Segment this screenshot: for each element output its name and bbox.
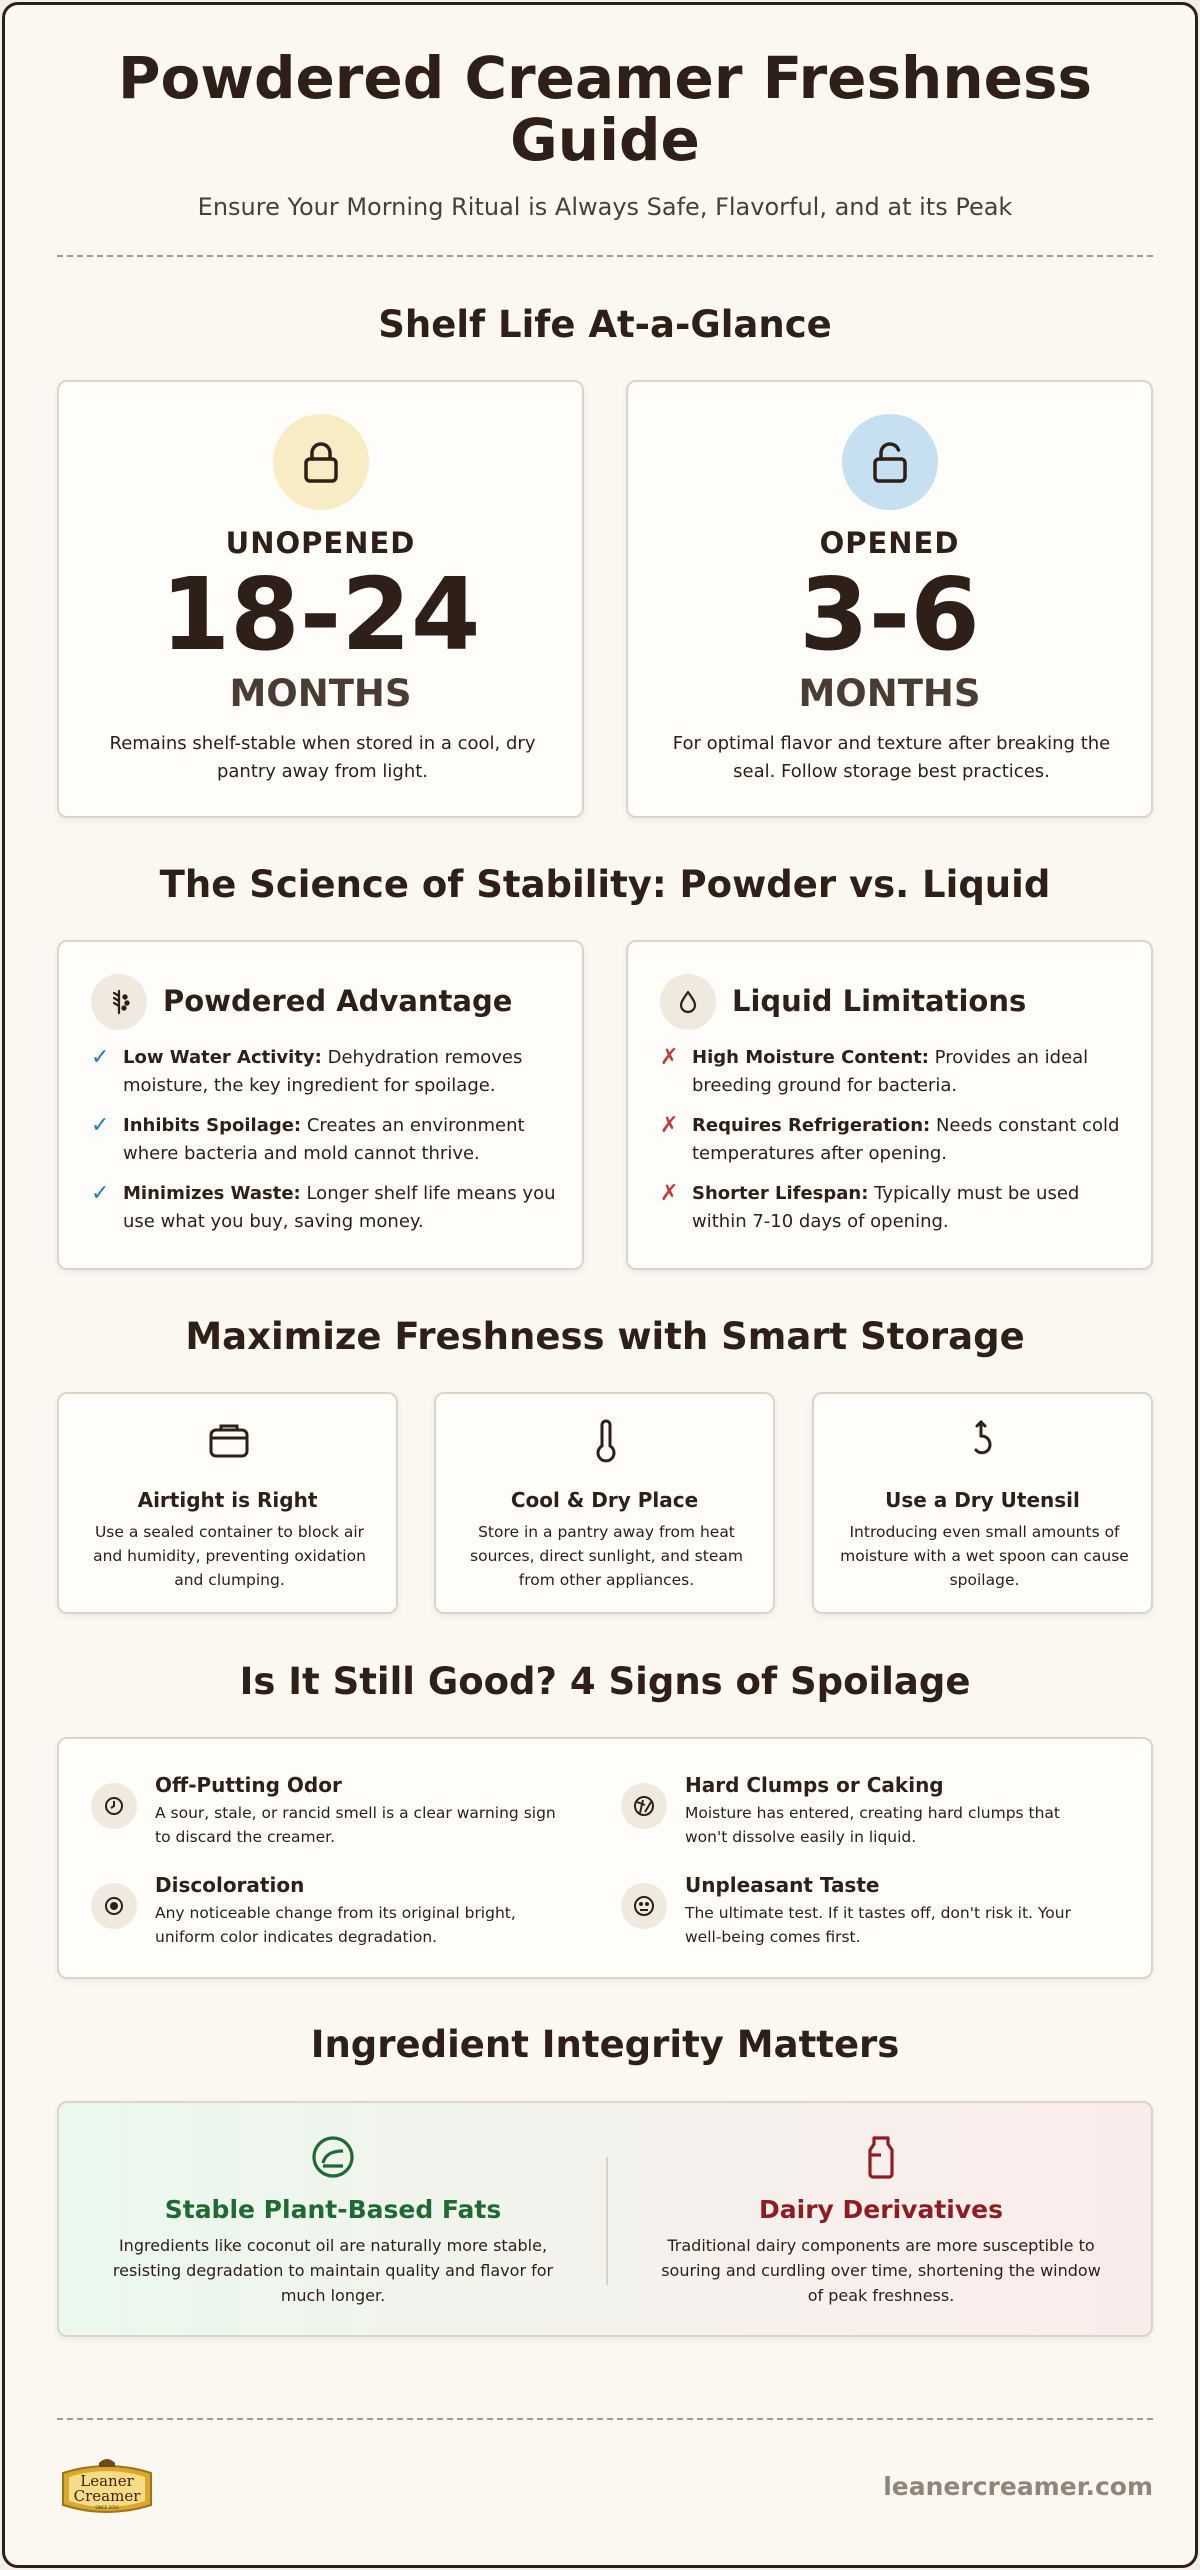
lock-open-icon — [842, 414, 938, 510]
droplet-icon — [660, 974, 716, 1030]
check-icon: ✓ — [91, 1181, 110, 1206]
unopened-card — [57, 380, 584, 818]
thermometer-icon — [582, 1416, 630, 1464]
powdered-list — [91, 1044, 561, 1248]
spoilage-desc: Moisture has entered, creating hard clumps that won't dissolve easily in liquid. — [685, 1804, 1061, 1846]
storage-card-airtight — [57, 1392, 398, 1614]
spoilage-desc: A sour, stale, or rancid smell is a clear warning sign to discard the creamer. — [155, 1804, 556, 1846]
shelf-life-heading: Shelf Life At-a-Glance — [378, 303, 832, 346]
storage-title: Airtight is Right — [137, 1488, 318, 1512]
science-heading: The Science of Stability: Powder vs. Liquid — [159, 863, 1051, 906]
storage-heading: Maximize Freshness with Smart Storage — [185, 1315, 1025, 1358]
nose-icon — [91, 1783, 137, 1829]
dairy-desc: Traditional dairy components are more susceptible to souring and curdling over time, shortening the window of peak freshness. — [661, 2236, 1101, 2305]
liquid-list — [660, 1044, 1130, 1248]
liquid-title: Liquid Limitations — [732, 984, 1027, 1018]
list-item: ✗ High Moisture Content: Provides an ideal breeding ground for bacteria. — [660, 1045, 1089, 1096]
storage-title: Cool & Dry Place — [510, 1488, 699, 1512]
spoon-icon — [960, 1416, 1008, 1464]
powdered-title: Powdered Advantage — [163, 984, 513, 1018]
svg-text:SINCE 2016: SINCE 2016 — [95, 2505, 119, 2510]
ingredients-heading: Ingredient Integrity Matters — [310, 2023, 900, 2066]
spoilage-title: Hard Clumps or Caking — [685, 1773, 944, 1797]
list-item: ✓ Minimizes Waste: Longer shelf life means you use what you buy, saving money. — [91, 1181, 556, 1232]
container-icon — [205, 1416, 253, 1464]
storage-card-cool-dry — [434, 1392, 775, 1614]
opened-value: 3-6 — [799, 556, 980, 673]
spoilage-card — [57, 1737, 1153, 1979]
powdered-advantage-card — [57, 940, 584, 1270]
milk-bottle-icon — [857, 2133, 905, 2181]
storage-desc: Store in a pantry away from heat sources, direct sunlight, and steam from other appliances. — [470, 1523, 743, 1589]
leaner-creamer-logo — [57, 2453, 157, 2521]
spoilage-heading: Is It Still Good? 4 Signs of Spoilage — [239, 1660, 971, 1703]
page-title: Powdered Creamer Freshness Guide — [118, 44, 1092, 174]
spoilage-desc: Any noticeable change from its original bright, uniform color indicates degradation. — [155, 1904, 516, 1946]
dairy-title: Dairy Derivatives — [759, 2195, 1003, 2224]
storage-desc: Introducing even small amounts of moisture with a wet spoon can cause spoilage. — [840, 1523, 1129, 1589]
ingredients-card — [57, 2101, 1153, 2337]
clump-icon — [621, 1783, 667, 1829]
plant-fats-title: Stable Plant-Based Fats — [164, 2195, 502, 2224]
grain-icon — [91, 974, 147, 1030]
opened-desc: For optimal flavor and texture after breaking the seal. Follow storage best practices. — [672, 733, 1111, 782]
eye-icon — [91, 1883, 137, 1929]
page-subtitle: Ensure Your Morning Ritual is Always Safe, Flavorful, and at its Peak — [197, 193, 1013, 221]
divider — [57, 255, 1153, 257]
page-frame — [2, 2, 1198, 2568]
cross-icon: ✗ — [660, 1113, 679, 1138]
opened-unit: MONTHS — [798, 672, 981, 715]
check-icon: ✓ — [91, 1045, 110, 1070]
storage-desc: Use a sealed container to block air and humidity, preventing oxidation and clumping. — [93, 1523, 366, 1589]
site-link[interactable]: leanercreamer.com — [883, 2472, 1153, 2501]
plant-fats-desc: Ingredients like coconut oil are naturally more stable, resisting degradation to maintain quality and flavor for much longer. — [112, 2236, 554, 2305]
list-item: ✗ Requires Refrigeration: Needs constant cold temperatures after opening. — [660, 1113, 1120, 1164]
storage-card-dry-utensil — [812, 1392, 1153, 1614]
unopened-label: UNOPENED — [225, 526, 416, 560]
cross-icon: ✗ — [660, 1045, 679, 1070]
leaf-icon — [309, 2133, 357, 2181]
lock-closed-icon — [273, 414, 369, 510]
list-item: ✓ Inhibits Spoilage: Creates an environment where bacteria and mold cannot thrive. — [91, 1113, 525, 1164]
unopened-value: 18-24 — [160, 556, 481, 673]
opened-card — [626, 380, 1153, 818]
spoilage-title: Off-Putting Odor — [155, 1773, 342, 1797]
list-item: ✓ Low Water Activity: Dehydration removes moisture, the key ingredient for spoilage. — [91, 1045, 523, 1096]
unopened-desc: Remains shelf-stable when stored in a cool, dry pantry away from light. — [109, 733, 536, 782]
storage-title: Use a Dry Utensil — [885, 1488, 1080, 1512]
dairy-panel — [607, 2103, 1155, 2339]
cross-icon: ✗ — [660, 1181, 679, 1206]
spoilage-desc: The ultimate test. If it tastes off, don't risk it. Your well-being comes first. — [685, 1904, 1071, 1946]
face-icon — [621, 1883, 667, 1929]
liquid-limitations-card — [626, 940, 1153, 1270]
svg-text:Creamer: Creamer — [73, 2487, 141, 2505]
check-icon: ✓ — [91, 1113, 110, 1138]
plant-fats-panel — [59, 2103, 607, 2339]
divider — [57, 2418, 1153, 2420]
unopened-unit: MONTHS — [229, 672, 412, 715]
opened-label: OPENED — [819, 526, 960, 560]
svg-text:Leaner: Leaner — [80, 2472, 134, 2490]
spoilage-title: Discoloration — [155, 1873, 305, 1897]
spoilage-title: Unpleasant Taste — [685, 1873, 880, 1897]
list-item: ✗ Shorter Lifespan: Typically must be used within 7-10 days of opening. — [660, 1181, 1080, 1232]
